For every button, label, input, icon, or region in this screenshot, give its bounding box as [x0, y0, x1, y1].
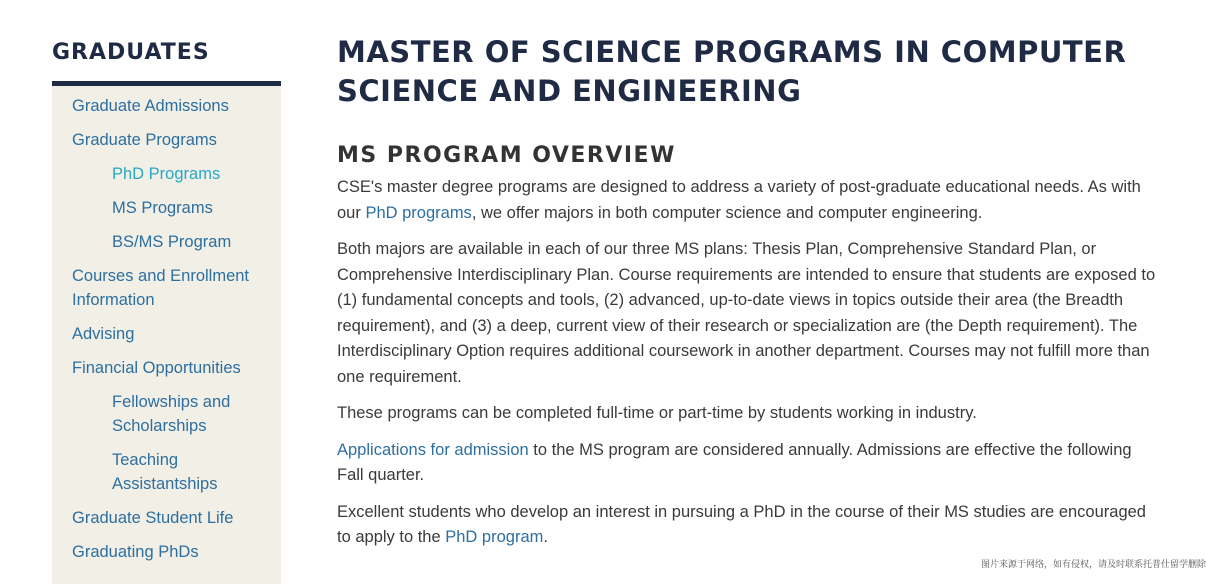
sidebar-item-fellowships-and-scholarships[interactable]: Fellowships and Scholarships — [112, 393, 231, 435]
paragraph-phd-transfer — [337, 500, 1157, 551]
sidebar-item-graduate-admissions[interactable]: Graduate Admissions — [72, 97, 229, 115]
page-title: MASTER OF SCIENCE PROGRAMS IN COMPUTER SCIENCE AND ENGINEERING — [337, 35, 1127, 108]
paragraph-overview — [337, 175, 1157, 226]
paragraph-text: CSE's master degree programs are designed to address a variety of post-graduate educational needs. As with our — [337, 178, 1141, 222]
sidebar-item-graduating-phds[interactable]: Graduating PhDs — [72, 543, 199, 561]
sidebar-item-financial-opportunities[interactable]: Financial Opportunities — [72, 359, 241, 377]
watermark-text: 图片来源于网络，如有侵权，请及时联系托普仕留学删除 — [980, 560, 1206, 570]
sidebar-item-phd-programs[interactable]: PhD Programs — [112, 165, 221, 183]
sidebar — [52, 38, 281, 584]
sidebar-item-bs-ms-program[interactable]: BS/MS Program — [112, 233, 232, 251]
paragraph-text: Excellent students who develop an interest in pursuing a PhD in the course of their MS studies are encouraged to apply to the — [337, 502, 1146, 546]
paragraph-text: , we offer majors in both computer science and computer engineering. — [471, 203, 983, 222]
phd-programs-link[interactable]: PhD programs — [365, 203, 472, 222]
paragraph-plans: Both majors are available in each of our three MS plans: Thesis Plan, Comprehensive Standard Plan, or Comprehensive Interdisciplinary Plan. Course requirements are intended to ensure that students are exposed to (1) fundamental concepts and tools, (2) advanced, up-to-date views in topics outside their area (the Breadth requirement), and (3) a deep, current view of their research or specialization are (the Depth requirement). The Interdisciplinary Option requires additional coursework in another department. Courses may not fulfill more than one requirement. — [337, 240, 1156, 386]
sidebar-heading: GRADUATES — [52, 40, 210, 65]
sidebar-item-teaching-assistantships[interactable]: Teaching Assistantships — [112, 451, 218, 493]
sidebar-item-advising[interactable]: Advising — [72, 325, 135, 343]
paragraph-admissions — [337, 438, 1157, 489]
paragraph-schedule: These programs can be completed full-time or part-time by students working in industry. — [337, 404, 977, 422]
sidebar-item-courses-and-enrollment-information[interactable]: Courses and Enrollment Information — [72, 267, 250, 309]
section-heading: MS PROGRAM OVERVIEW — [337, 143, 676, 168]
sidebar-menu — [52, 86, 281, 584]
phd-program-link[interactable]: PhD program — [445, 528, 544, 546]
sidebar-item-ms-programs[interactable]: MS Programs — [112, 199, 213, 217]
paragraph-text: to the MS program are considered annually. Admissions are effective the following Fall quarter. — [337, 440, 1132, 484]
sidebar-item-graduate-student-life[interactable]: Graduate Student Life — [72, 509, 234, 527]
main-content — [337, 33, 1157, 562]
applications-link[interactable]: Applications for admission — [337, 440, 529, 459]
paragraph-text: . — [543, 528, 548, 546]
sidebar-item-graduate-programs[interactable]: Graduate Programs — [72, 131, 217, 149]
